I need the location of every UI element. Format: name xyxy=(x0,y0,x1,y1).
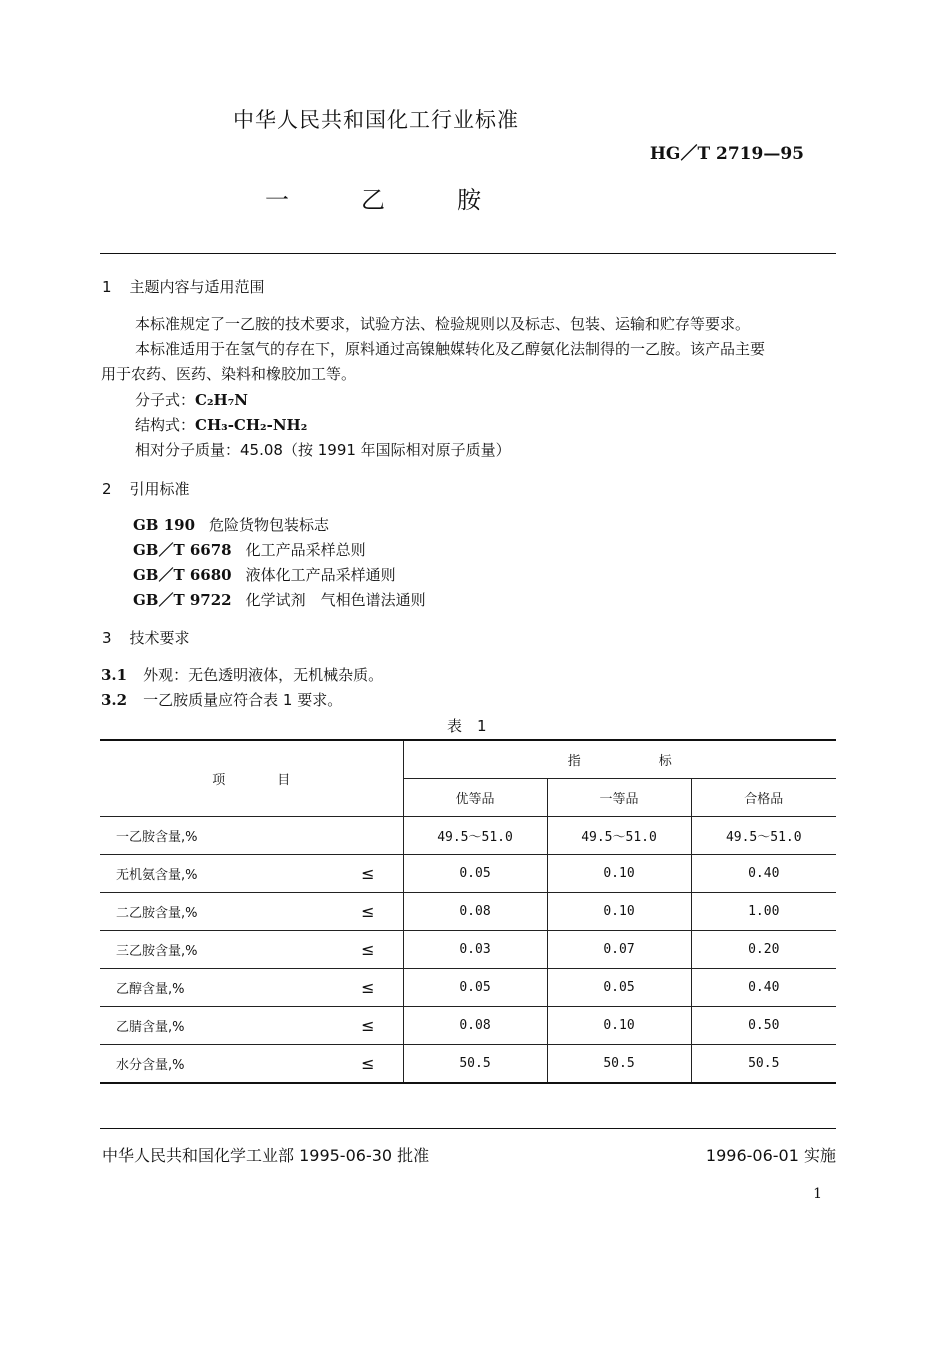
row-item: 二乙胺含量,% xyxy=(116,906,198,921)
row-value: 0.05 xyxy=(403,969,547,1007)
grade-qualified: 合格品 xyxy=(691,779,836,817)
row-item: 水分含量,% xyxy=(116,1058,185,1073)
clause-number: 3.1 xyxy=(101,666,128,684)
reference-code: GB／T 6680 xyxy=(133,566,232,584)
clause-text: 一乙胺质量应符合表 1 要求。 xyxy=(143,691,343,709)
effective-date: 1996-06-01 实施 xyxy=(705,1146,836,1165)
table-row xyxy=(100,817,836,855)
row-item: 无机氨含量,% xyxy=(116,868,198,883)
mass-value: 45.08 xyxy=(240,441,283,459)
le-symbol: ≤ xyxy=(361,978,375,997)
paragraph-scope: 本标准规定了一乙胺的技术要求，试验方法、检验规则以及标志、包装、运输和贮存等要求。 xyxy=(135,315,751,333)
page-number: 1 xyxy=(813,1186,822,1202)
le-symbol: ≤ xyxy=(361,864,375,883)
document-title xyxy=(265,180,553,215)
formula-value: C₂H₇N xyxy=(195,391,248,409)
row-value: 0.07 xyxy=(547,931,691,969)
structural-formula: 结构式：CH₃-CH₂-NH₂ xyxy=(135,416,308,434)
row-item-cell xyxy=(100,1007,403,1045)
molecular-mass: 相对分子质量：45.08（按 1991 年国际相对原子质量） xyxy=(135,441,511,459)
le-symbol: ≤ xyxy=(361,1016,375,1035)
row-value: 49.5～51.0 xyxy=(547,817,691,855)
section-3-heading xyxy=(102,627,190,648)
grade-premium: 优等品 xyxy=(403,779,547,817)
row-value: 0.40 xyxy=(691,855,836,893)
row-value: 0.40 xyxy=(691,969,836,1007)
reference-name: 危险货物包装标志 xyxy=(209,516,330,534)
le-symbol: ≤ xyxy=(361,940,375,959)
row-item-cell xyxy=(100,931,403,969)
row-item-cell xyxy=(100,969,403,1007)
table-row xyxy=(100,855,836,893)
paragraph-application-line2: 用于农药、医药、染料和橡胶加工等。 xyxy=(101,365,357,383)
header-rule xyxy=(100,253,836,254)
clause-3-1 xyxy=(101,664,383,685)
row-value: 0.03 xyxy=(403,931,547,969)
reference-item xyxy=(133,564,396,585)
header-index: 指 标 xyxy=(403,740,836,779)
le-symbol: ≤ xyxy=(361,902,375,921)
clause-number: 3.2 xyxy=(101,691,128,709)
reference-name: 液体化工产品采样通则 xyxy=(245,566,396,584)
reference-code: GB 190 xyxy=(133,516,196,534)
paragraph-application-line1: 本标准适用于在氢气的存在下，原料通过高镍触媒转化及乙醇氨化法制得的一乙胺。该产品主要 xyxy=(135,340,766,358)
section-title: 技术要求 xyxy=(129,629,190,647)
clause-text: 外观：无色透明液体，无机械杂质。 xyxy=(143,666,384,684)
molecular-formula: 分子式：C₂H₇N xyxy=(135,391,248,409)
row-value: 0.05 xyxy=(403,855,547,893)
title-char-1: 一 xyxy=(265,186,289,214)
section-number: 3 xyxy=(102,629,112,647)
grade-first: 一等品 xyxy=(547,779,691,817)
row-value: 1.00 xyxy=(691,893,836,931)
title-char-2: 乙 xyxy=(361,186,385,214)
row-value: 0.10 xyxy=(547,855,691,893)
row-value: 49.5～51.0 xyxy=(403,817,547,855)
table-row xyxy=(100,931,836,969)
table-row xyxy=(100,969,836,1007)
row-item: 三乙胺含量,% xyxy=(116,944,198,959)
table-caption: 表 1 xyxy=(447,717,487,735)
row-value: 0.08 xyxy=(403,893,547,931)
table-row xyxy=(100,1007,836,1045)
reference-item xyxy=(133,589,426,610)
standard-org-title: 中华人民共和国化工行业标准 xyxy=(233,108,519,132)
row-item-cell xyxy=(100,893,403,931)
section-title: 引用标准 xyxy=(129,480,190,498)
section-number: 1 xyxy=(102,278,112,296)
reference-item xyxy=(133,539,366,560)
row-item-cell xyxy=(100,855,403,893)
row-value: 50.5 xyxy=(547,1045,691,1084)
row-item: 乙醇含量,% xyxy=(116,982,185,997)
row-value: 49.5～51.0 xyxy=(691,817,836,855)
row-value: 50.5 xyxy=(403,1045,547,1084)
row-value: 50.5 xyxy=(691,1045,836,1084)
reference-code: GB／T 9722 xyxy=(133,591,232,609)
title-char-3: 胺 xyxy=(457,186,481,214)
row-item: 乙腈含量,% xyxy=(116,1020,185,1035)
le-symbol: ≤ xyxy=(361,1054,375,1073)
standard-code: HG／T 2719—95 xyxy=(649,144,804,164)
row-item: 一乙胺含量,% xyxy=(100,817,403,855)
row-value: 0.08 xyxy=(403,1007,547,1045)
reference-code: GB／T 6678 xyxy=(133,541,232,559)
row-value: 0.10 xyxy=(547,893,691,931)
row-value: 0.20 xyxy=(691,931,836,969)
reference-item xyxy=(133,514,329,535)
row-item-cell xyxy=(100,1045,403,1084)
section-number: 2 xyxy=(102,480,112,498)
row-value: 0.10 xyxy=(547,1007,691,1045)
table-header-row xyxy=(100,740,836,779)
approval-line: 中华人民共和国化学工业部 1995-06-30 批准 xyxy=(102,1146,430,1165)
spec-table xyxy=(100,739,836,1084)
footer-rule xyxy=(100,1128,836,1129)
reference-name: 化学试剂 气相色谱法通则 xyxy=(245,591,426,609)
section-title: 主题内容与适用范围 xyxy=(129,278,265,296)
row-value: 0.05 xyxy=(547,969,691,1007)
table-row xyxy=(100,893,836,931)
structure-value: CH₃-CH₂-NH₂ xyxy=(195,416,308,434)
table-row xyxy=(100,1045,836,1084)
section-1-heading xyxy=(102,276,265,297)
header-item: 项 目 xyxy=(100,740,403,817)
clause-3-2 xyxy=(101,689,342,710)
row-value: 0.50 xyxy=(691,1007,836,1045)
section-2-heading xyxy=(102,478,190,499)
reference-name: 化工产品采样总则 xyxy=(245,541,366,559)
